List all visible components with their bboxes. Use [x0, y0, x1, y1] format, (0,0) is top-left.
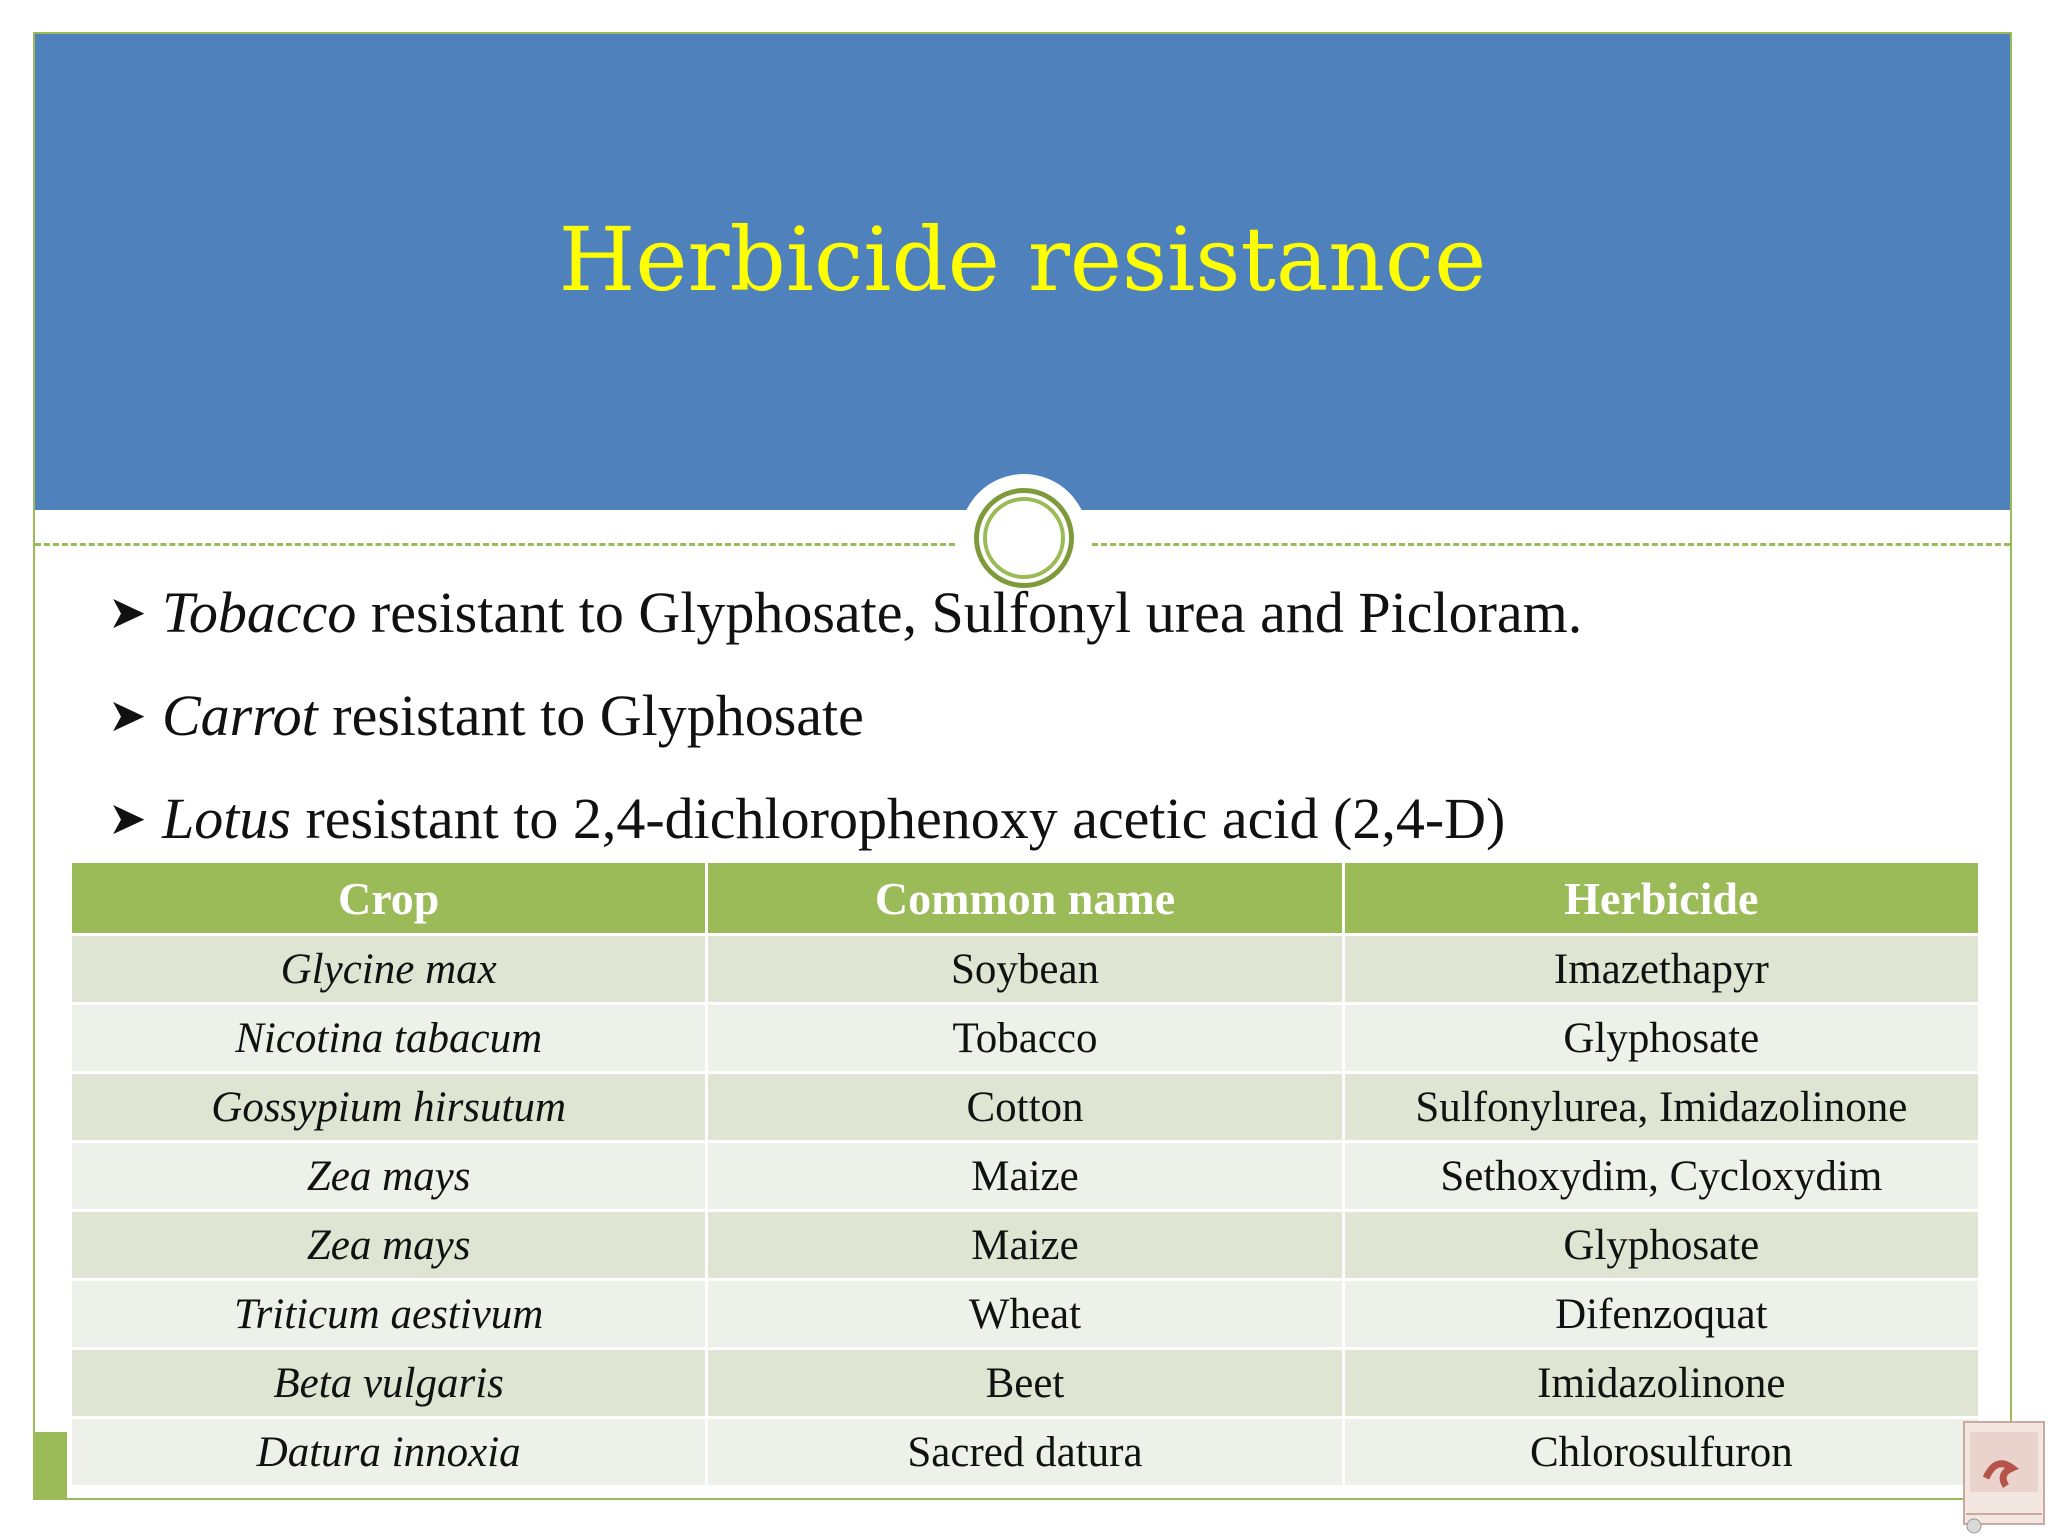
bullet-list — [108, 572, 1968, 881]
cell-common-name: Tobacco — [707, 1004, 1343, 1073]
herbicide-table — [69, 860, 1981, 1488]
header-common-name: Common name — [707, 862, 1343, 935]
cell-common-name: Maize — [707, 1211, 1343, 1280]
bullet-text: resistant to Glyphosate — [317, 683, 864, 748]
cell-crop: Datura innoxia — [71, 1418, 707, 1487]
ornament-ring-inner — [983, 497, 1065, 579]
slide-title: Herbicide resistance — [558, 208, 1487, 311]
cell-crop: Beta vulgaris — [71, 1349, 707, 1418]
cell-herbicide: Glyphosate — [1343, 1211, 1979, 1280]
cell-crop: Nicotina tabacum — [71, 1004, 707, 1073]
cell-herbicide: Glyphosate — [1343, 1004, 1979, 1073]
divider-line-left — [35, 543, 955, 546]
cell-herbicide: Sulfonylurea, Imidazolinone — [1343, 1073, 1979, 1142]
header-herbicide: Herbicide — [1343, 862, 1979, 935]
cell-crop: Triticum aestivum — [71, 1280, 707, 1349]
bullet-item — [108, 572, 1968, 675]
cell-common-name: Soybean — [707, 935, 1343, 1004]
cell-herbicide: Imidazolinone — [1343, 1349, 1979, 1418]
bullet-item — [108, 675, 1968, 778]
table-row — [71, 1418, 1980, 1487]
table-row — [71, 1211, 1980, 1280]
cell-crop: Gossypium hirsutum — [71, 1073, 707, 1142]
bullet-text: resistant to 2,4-dichlorophenoxy acetic acid (2,4-D) — [290, 786, 1506, 851]
header-crop: Crop — [71, 862, 707, 935]
divider-line-right — [1092, 543, 2010, 546]
green-accent-bar — [33, 1432, 67, 1500]
cell-herbicide: Imazethapyr — [1343, 935, 1979, 1004]
cell-crop: Zea mays — [71, 1211, 707, 1280]
arrow-bullet-icon: ➤ — [108, 791, 147, 845]
cell-crop: Zea mays — [71, 1142, 707, 1211]
table-row — [71, 935, 1980, 1004]
herbicide-table-wrap — [69, 860, 1981, 1488]
cell-common-name: Beet — [707, 1349, 1343, 1418]
cell-herbicide: Difenzoquat — [1343, 1280, 1979, 1349]
bullet-crop: Carrot — [162, 683, 318, 748]
logo-stamp-icon — [1956, 1418, 2048, 1536]
cell-common-name: Maize — [707, 1142, 1343, 1211]
cell-herbicide: Chlorosulfuron — [1343, 1418, 1979, 1487]
bullet-crop: Tobacco — [162, 580, 357, 645]
cell-herbicide: Sethoxydim, Cycloxydim — [1343, 1142, 1979, 1211]
table-row — [71, 1349, 1980, 1418]
cell-crop: Glycine max — [71, 935, 707, 1004]
table-row — [71, 1142, 1980, 1211]
arrow-bullet-icon: ➤ — [108, 585, 147, 639]
bullet-text: resistant to Glyphosate, Sulfonyl urea and Picloram. — [356, 580, 1583, 645]
bullet-crop: Lotus — [162, 786, 291, 851]
table-header-row — [71, 862, 1980, 935]
arrow-bullet-icon: ➤ — [108, 688, 147, 742]
table-row — [71, 1280, 1980, 1349]
cell-common-name: Sacred datura — [707, 1418, 1343, 1487]
table-row — [71, 1004, 1980, 1073]
cell-common-name: Cotton — [707, 1073, 1343, 1142]
cell-common-name: Wheat — [707, 1280, 1343, 1349]
table-row — [71, 1073, 1980, 1142]
